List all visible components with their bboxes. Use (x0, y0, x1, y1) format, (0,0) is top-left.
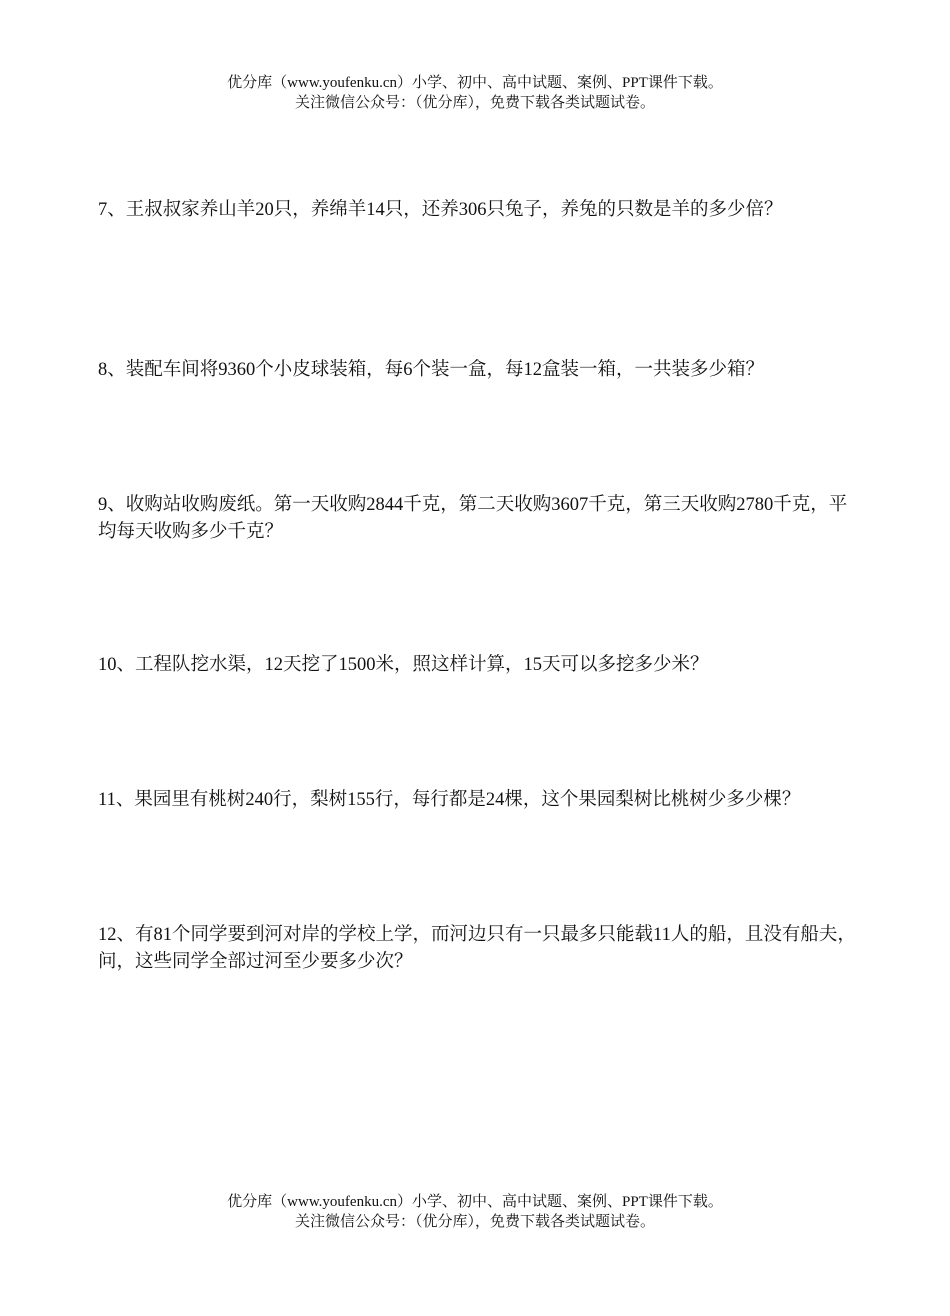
question-10: 10、工程队挖水渠，12天挖了1500米，照这样计算，15天可以多挖多少米？ (98, 655, 709, 675)
page-footer (0, 1192, 950, 1232)
header-line-1: 优分库（www.youfenku.cn）小学、初中、高中试题、案例、PPT课件下载。 (227, 75, 723, 91)
question-11: 11、果园里有桃树240行，梨树155行，每行都是24棵，这个果园梨树比桃树少多少棵？ (98, 790, 801, 810)
question-8: 8、装配车间将9360个小皮球装箱，每6个装一盒，每12盒装一箱，一共装多少箱？ (98, 360, 765, 380)
question-12: 12、有81个同学要到河对岸的学校上学，而河边只有一只最多只能载11人的船，且没有船夫，问，这些同学全部过河至少要多少次？ (98, 925, 856, 972)
footer-line-1: 优分库（www.youfenku.cn）小学、初中、高中试题、案例、PPT课件下载。 (227, 1194, 723, 1210)
question-7: 7、王叔叔家养山羊20只，养绵羊14只，还养306只兔子，养兔的只数是羊的多少倍？ (98, 200, 783, 220)
page-header (0, 73, 950, 113)
header-line-2: 关注微信公众号：（优分库），免费下载各类试题试卷。 (294, 95, 655, 111)
question-9: 9、收购站收购废纸。第一天收购2844千克，第二天收购3607千克，第三天收购2780千克，平均每天收购多少千克？ (98, 495, 848, 542)
footer-line-2: 关注微信公众号：（优分库），免费下载各类试题试卷。 (294, 1214, 655, 1230)
